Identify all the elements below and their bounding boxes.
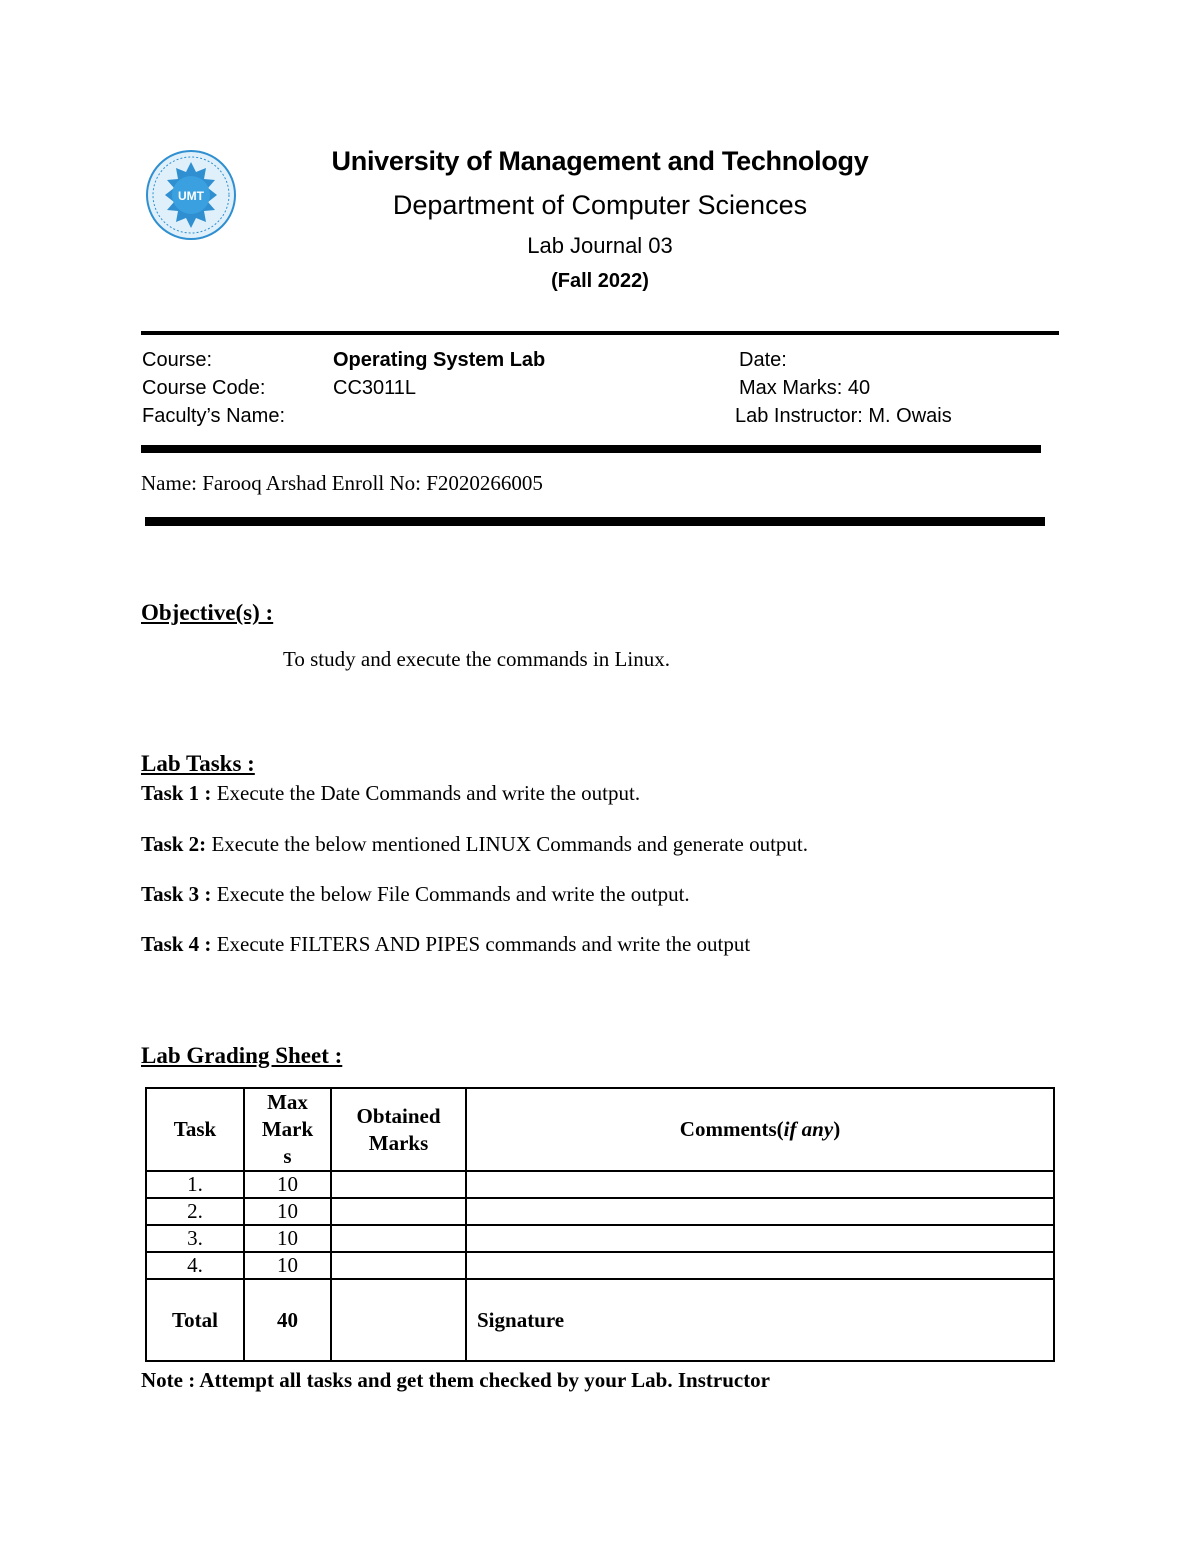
col-max-line3: s: [283, 1144, 292, 1168]
course-info-values: [333, 346, 545, 402]
row-comments: [466, 1171, 1054, 1198]
row-comments: [466, 1198, 1054, 1225]
task-text: Execute the below File Commands and write the output.: [211, 882, 690, 906]
col-comments-close: ): [833, 1117, 841, 1141]
col-max-marks: [244, 1088, 331, 1171]
row-max: 10: [244, 1225, 331, 1252]
col-obtained-line2: Marks: [368, 1130, 429, 1155]
max-marks: Max Marks: 40: [739, 377, 871, 399]
col-task: Task: [146, 1088, 244, 1171]
date-label: Date:: [739, 349, 787, 371]
student-divider: [145, 517, 1045, 526]
task-text: Execute the Date Commands and write the output.: [211, 781, 641, 805]
task-label: Task 3 :: [141, 882, 212, 906]
objectives-heading: Objective(s) :: [141, 600, 274, 625]
task-item: [141, 882, 690, 907]
row-max: 10: [244, 1198, 331, 1225]
row-obtained: [331, 1198, 466, 1225]
row-task: 4.: [146, 1252, 244, 1279]
row-comments: [466, 1225, 1054, 1252]
department-title: Department of Computer Sciences: [392, 190, 808, 220]
row-task: 2.: [146, 1198, 244, 1225]
info-divider: [141, 445, 1041, 453]
lab-tasks-heading: Lab Tasks :: [141, 751, 255, 776]
table-row: [146, 1198, 1054, 1225]
row-max: 10: [244, 1171, 331, 1198]
table-row: [146, 1225, 1054, 1252]
grading-header-row: [146, 1088, 1054, 1171]
task-text: Execute the below mentioned LINUX Commands and generate output.: [206, 832, 809, 856]
col-obtained-line1: Obtained: [356, 1103, 441, 1128]
task-label: Task 4 :: [141, 932, 212, 956]
term-title: (Fall 2022): [551, 270, 649, 292]
note: Note : Attempt all tasks and get them checked by your Lab. Instructor: [141, 1368, 771, 1392]
row-comments: [466, 1252, 1054, 1279]
grading-heading: Lab Grading Sheet :: [141, 1043, 343, 1068]
journal-title: Lab Journal 03: [527, 233, 673, 258]
university-title: University of Management and Technology: [331, 146, 869, 176]
row-task: 1.: [146, 1171, 244, 1198]
row-task: 3.: [146, 1225, 244, 1252]
col-comments-italic: if any: [783, 1117, 834, 1141]
total-value: 40: [244, 1279, 331, 1361]
task-item: [141, 932, 750, 957]
faculty-label: Faculty’s Name:: [142, 405, 286, 427]
student-line: Name: Farooq Arshad Enroll No: F2020266005: [141, 471, 543, 495]
table-row: [146, 1171, 1054, 1198]
course-code-label: Course Code:: [142, 377, 266, 399]
course-code-value: CC3011L: [333, 377, 417, 399]
course-info-right: [735, 346, 952, 430]
svg-text:UMT: UMT: [178, 189, 204, 203]
signature-cell: Signature: [466, 1279, 1054, 1361]
objective-text: To study and execute the commands in Linux.: [283, 647, 670, 671]
col-max-line1: Max: [267, 1090, 308, 1114]
total-label: Total: [146, 1279, 244, 1361]
table-row: [146, 1252, 1054, 1279]
col-comments: [466, 1088, 1054, 1171]
lab-instructor: Lab Instructor: M. Owais: [735, 405, 952, 427]
col-obtained: [331, 1088, 466, 1171]
row-max: 10: [244, 1252, 331, 1279]
total-row: [146, 1279, 1054, 1361]
total-obtained: [331, 1279, 466, 1361]
grading-table: [145, 1087, 1055, 1362]
row-obtained: [331, 1225, 466, 1252]
col-max-line2: Mark: [261, 1117, 314, 1141]
task-item: [141, 781, 640, 806]
top-divider: [141, 331, 1059, 335]
course-info-labels: [142, 346, 285, 430]
course-value: Operating System Lab: [333, 349, 546, 371]
col-comments-text: Comments(: [679, 1117, 784, 1141]
task-label: Task 1 :: [141, 781, 212, 805]
task-text: Execute FILTERS AND PIPES commands and write the output: [211, 932, 751, 956]
task-item: [141, 832, 808, 857]
row-obtained: [331, 1252, 466, 1279]
course-label: Course:: [142, 349, 213, 371]
task-label: Task 2:: [141, 832, 207, 856]
row-obtained: [331, 1171, 466, 1198]
